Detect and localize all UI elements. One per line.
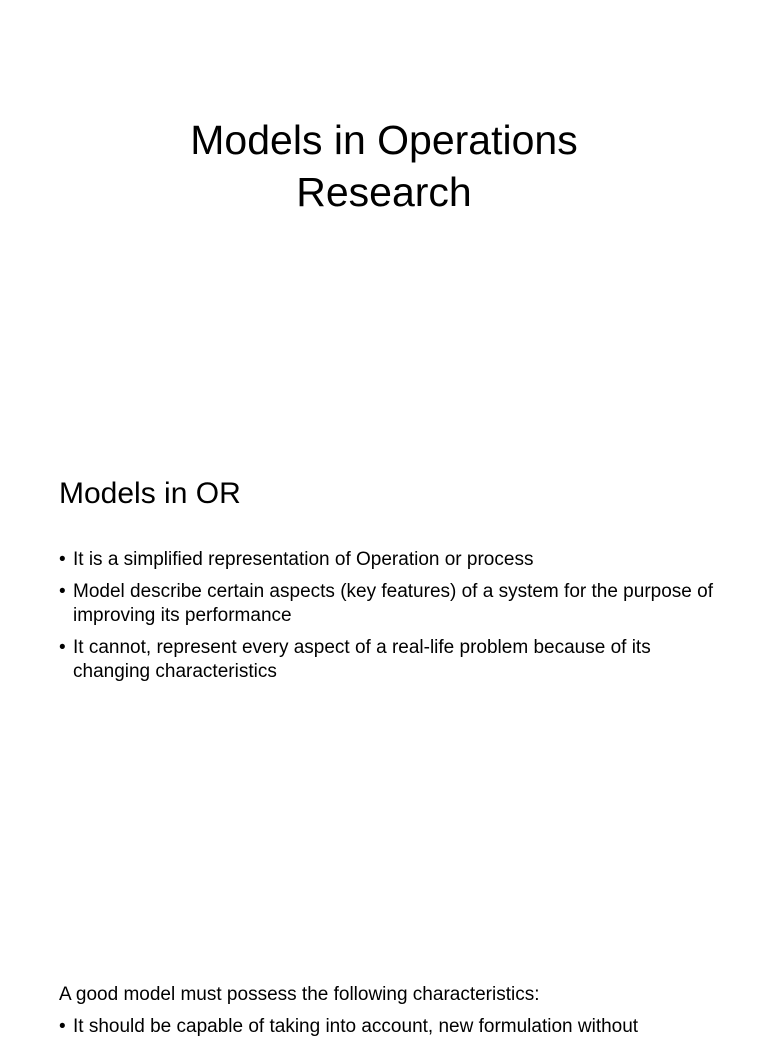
section-heading: Models in OR bbox=[59, 477, 241, 510]
bullet-text: It cannot, represent every aspect of a real-life problem because of its changing characteristics bbox=[73, 637, 651, 682]
slide-models-in-or bbox=[0, 432, 768, 864]
list-item bbox=[59, 580, 719, 628]
bullet-text: It should be capable of taking into account, new formulation without bbox=[73, 1016, 639, 1037]
list-item bbox=[59, 1015, 719, 1039]
bullet-list bbox=[59, 548, 719, 692]
bullet-marker: • bbox=[59, 1016, 66, 1037]
bullet-text: It is a simplified representation of Operation or process bbox=[73, 549, 534, 570]
slide-title bbox=[0, 0, 768, 432]
intro-text: A good model must possess the following characteristics: bbox=[59, 984, 540, 1005]
bullet-marker: • bbox=[59, 549, 66, 570]
bullet-marker: • bbox=[59, 637, 66, 658]
slide-good-model-characteristics bbox=[0, 864, 768, 1037]
title-line-1: Models in Operations bbox=[190, 117, 578, 163]
bullet-list bbox=[59, 1015, 719, 1047]
list-item bbox=[59, 636, 719, 684]
title-line-2: Research bbox=[296, 169, 472, 215]
page-title bbox=[0, 114, 768, 218]
list-item bbox=[59, 548, 719, 572]
bullet-text: Model describe certain aspects (key features) of a system for the purpose of improving its performance bbox=[73, 581, 713, 626]
bullet-marker: • bbox=[59, 581, 66, 602]
